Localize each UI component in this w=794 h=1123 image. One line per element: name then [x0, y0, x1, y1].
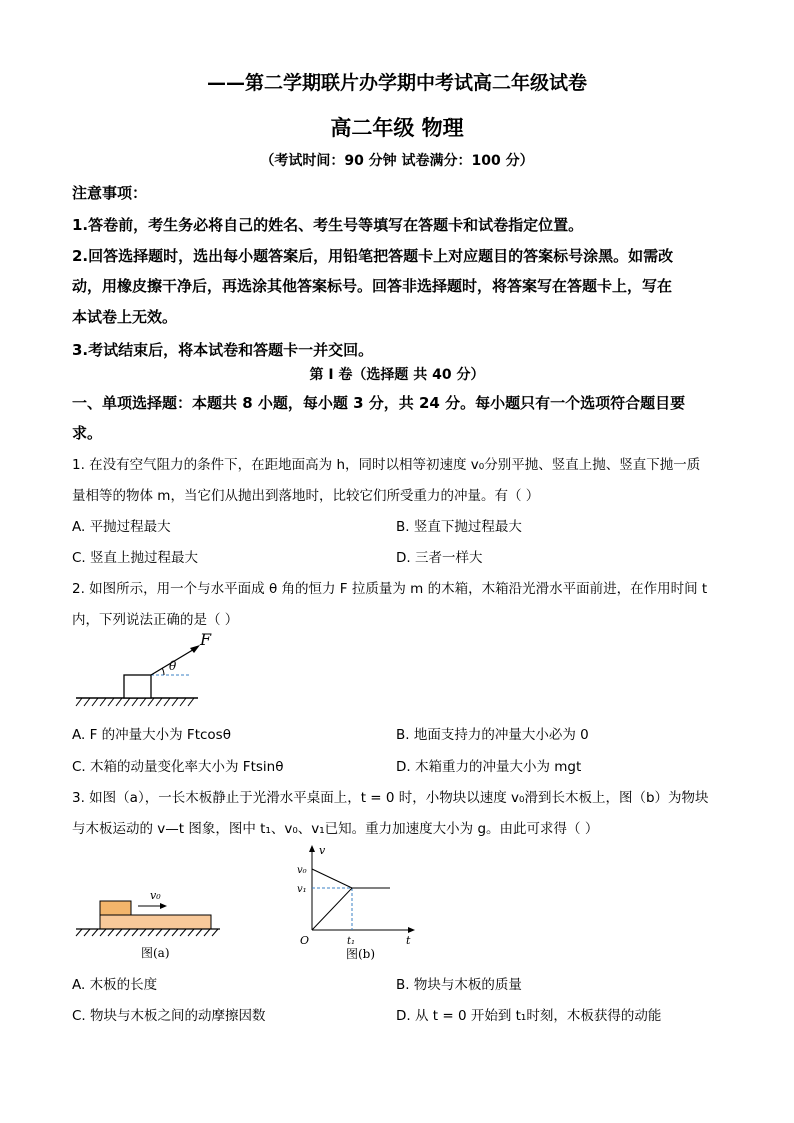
question-3-text-cont: 与木板运动的 v—t 图象，图中 t₁、v₀、v₁已知。重力加速度大小为 g。由此可求得（ ） — [72, 821, 599, 837]
q3-option-d[interactable]: D. 从 t = 0 开始到 t₁时刻，木板获得的动能 — [396, 1008, 662, 1024]
q3-figure-b — [290, 842, 430, 962]
q2-option-d[interactable]: D. 木箱重力的冲量大小为 mgt — [396, 759, 582, 775]
note-item: 2.回答选择题时，选出每小题答案后，用铅笔把答题卡上对应题目的答案标号涂黑。如需改 — [72, 247, 674, 265]
q1-option-d[interactable]: D. 三者一样大 — [396, 550, 483, 566]
exam-title: ——第二学期联片办学期中考试高二年级试卷 — [206, 72, 587, 94]
caption-b: 图(b) — [346, 947, 376, 961]
velocity-label: v₀ — [150, 889, 161, 902]
small-block — [100, 901, 131, 915]
q3-option-a[interactable]: A. 木板的长度 — [72, 977, 158, 993]
q2-option-b[interactable]: B. 地面支持力的冲量大小必为 0 — [396, 727, 589, 743]
q3-option-c[interactable]: C. 物块与木板之间的动摩擦因数 — [72, 1008, 266, 1024]
block-line — [312, 869, 352, 888]
question-1-text: 1. 在没有空气阻力的条件下，在距地面高为 h，同时以相等初速度 v₀分别平抛、竖直上抛、竖直下抛一质 — [72, 457, 701, 473]
y-axis-label: v — [319, 844, 326, 857]
wooden-box — [124, 675, 151, 698]
section-heading: 一、单项选择题：本题共 8 小题，每小题 3 分，共 24 分。每小题只有一个选项符合题目要 — [72, 394, 686, 412]
question-2-text: 2. 如图所示，用一个与水平面成 θ 角的恒力 F 拉质量为 m 的木箱，木箱沿光滑水平面前进，在作用时间 t — [72, 581, 708, 597]
caption-a: 图(a) — [141, 946, 170, 960]
note-item: 1.答卷前，考生务必将自己的姓名、考生号等填写在答题卡和试卷指定位置。 — [72, 216, 584, 234]
q3-option-b[interactable]: B. 物块与木板的质量 — [396, 977, 522, 993]
question-2-text-cont: 内，下列说法正确的是（ ） — [72, 612, 239, 628]
question-1-text-cont: 量相等的物体 m，当它们从抛出到落地时，比较它们所受重力的冲量。有（ ） — [72, 488, 540, 504]
note-item: 本试卷上无效。 — [72, 308, 178, 326]
note-item: 3.考试结束后，将本试卷和答题卡一并交回。 — [72, 341, 374, 359]
v1-label: v₁ — [297, 884, 307, 895]
angle-label: θ — [169, 659, 177, 673]
force-label: F — [200, 630, 212, 649]
q3-figure-a — [72, 880, 232, 960]
question-3-text: 3. 如图（a），一长木板静止于光滑水平桌面上，t = 0 时，小物块以速度 v₀滑到长木板上，图（b）为物块 — [72, 790, 709, 806]
origin-label: O — [300, 934, 310, 947]
v0-label: v₀ — [297, 865, 307, 876]
q1-option-a[interactable]: A. 平抛过程最大 — [72, 519, 171, 535]
q2-option-c[interactable]: C. 木箱的动量变化率大小为 Ftsinθ — [72, 759, 284, 775]
q1-option-c[interactable]: C. 竖直上抛过程最大 — [72, 550, 199, 566]
subject-title: 高二年级 物理 — [330, 116, 464, 140]
t1-label: t₁ — [347, 936, 356, 947]
board-line — [312, 888, 352, 930]
volume-title: 第 I 卷（选择题 共 40 分） — [309, 367, 485, 383]
section-heading-cont: 求。 — [72, 424, 103, 442]
notes-heading: 注意事项： — [72, 184, 148, 202]
x-axis-label: t — [406, 934, 411, 947]
q1-option-b[interactable]: B. 竖直下抛过程最大 — [396, 519, 522, 535]
q2-option-a[interactable]: A. F 的冲量大小为 Ftcosθ — [72, 727, 231, 743]
note-item: 动，用橡皮擦干净后，再选涂其他答案标号。回答非选择题时，将答案写在答题卡上，写在 — [72, 277, 673, 295]
long-board — [100, 915, 211, 929]
exam-info: （考试时间：90 分钟 试卷满分：100 分） — [260, 153, 534, 169]
q2-figure — [72, 630, 212, 712]
